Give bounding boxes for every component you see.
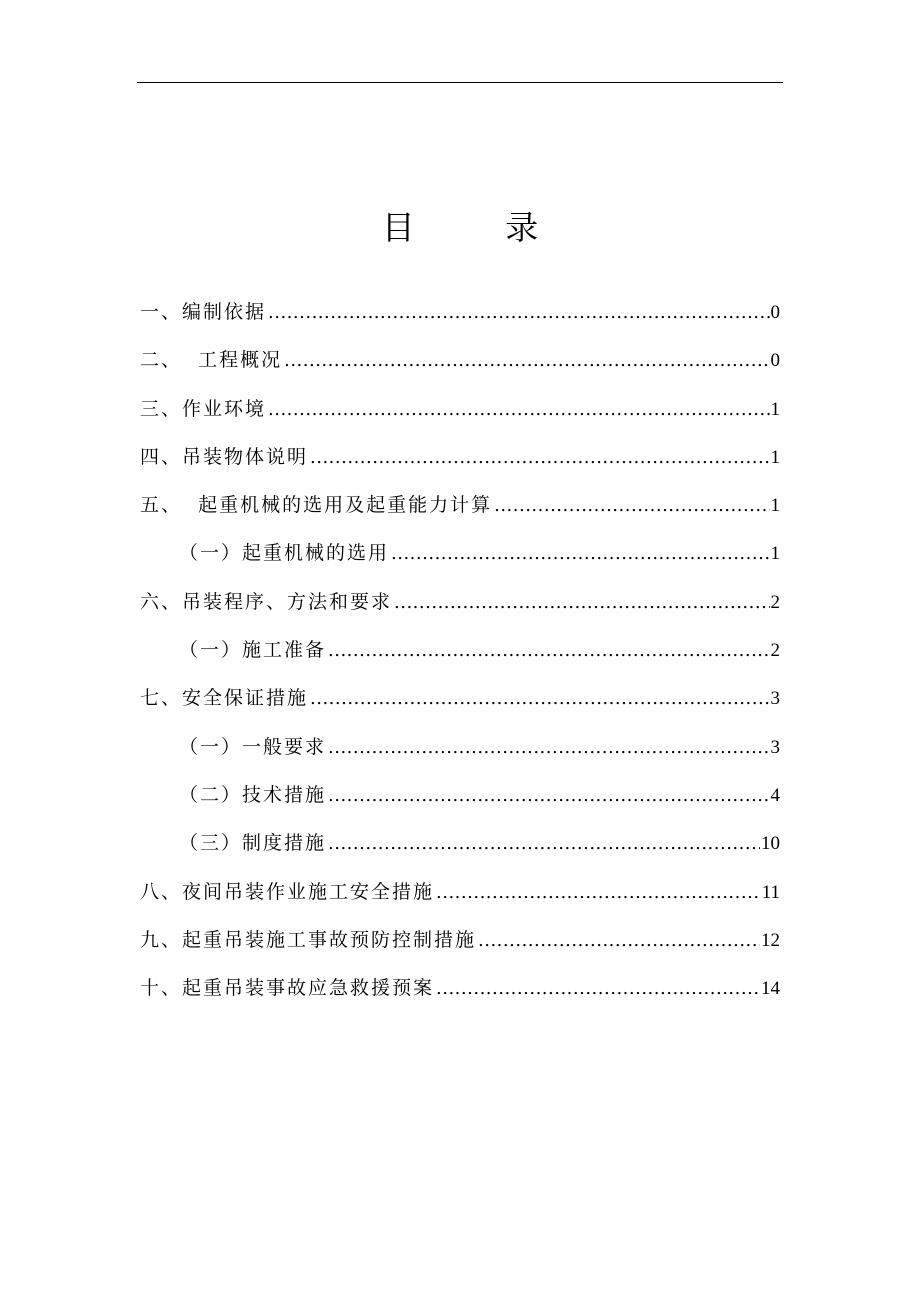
toc-entry-label: 九、起重吊装施工事故预防控制措施 xyxy=(140,928,477,951)
toc-entry-label: 二、 工程概况 xyxy=(140,349,283,372)
toc-dot-leader xyxy=(284,339,769,383)
toc-entry-label: （三）制度措施 xyxy=(179,832,327,855)
toc-dot-leader xyxy=(391,532,769,576)
toc-dot-leader xyxy=(328,774,769,818)
toc-entry-label: 一、编制依据 xyxy=(140,301,267,323)
toc-entry-page: 2 xyxy=(770,591,780,613)
toc-entry[interactable] xyxy=(140,628,780,676)
toc-entry-page: 1 xyxy=(770,495,780,517)
toc-entry-label: （一）起重机械的选用 xyxy=(179,542,390,565)
toc-dot-leader xyxy=(394,581,769,625)
toc-entry-page: 1 xyxy=(770,398,780,420)
toc-entry-page: 12 xyxy=(761,929,780,951)
toc-entry[interactable] xyxy=(140,531,780,579)
toc-entry[interactable] xyxy=(140,676,780,724)
toc-entry-page: 0 xyxy=(770,302,780,323)
toc-entry-label: 四、吊装物体说明 xyxy=(140,445,309,468)
toc-entry-label: 三、作业环境 xyxy=(140,397,267,420)
toc-entry-page: 3 xyxy=(770,688,780,710)
toc-title: 目 录 xyxy=(381,208,579,247)
toc-entry-page: 11 xyxy=(761,881,780,903)
toc-entry-label: 八、夜间吊装作业施工安全措施 xyxy=(140,880,435,903)
toc-dot-leader xyxy=(328,822,760,866)
toc-entry[interactable] xyxy=(140,290,780,338)
toc-dot-leader xyxy=(328,629,769,673)
toc-dot-leader xyxy=(268,291,769,335)
toc-dot-leader xyxy=(310,436,769,480)
toc-entry-page: 0 xyxy=(770,350,780,372)
toc-entry-page: 1 xyxy=(770,446,780,468)
toc-entry[interactable] xyxy=(140,918,780,966)
toc-entry-page: 1 xyxy=(770,543,780,565)
toc-entry[interactable] xyxy=(140,338,780,386)
toc-entry-label: （一）施工准备 xyxy=(179,639,327,662)
toc-dot-leader xyxy=(478,919,760,963)
toc-entry[interactable] xyxy=(140,580,780,628)
toc-entry-label: 七、安全保证措施 xyxy=(140,687,309,710)
toc-entry[interactable] xyxy=(140,773,780,821)
toc-entry[interactable] xyxy=(140,870,780,918)
toc-entry-label: 五、 起重机械的选用及起重能力计算 xyxy=(140,494,493,517)
toc-entry-page: 14 xyxy=(761,978,780,1000)
toc-dot-leader xyxy=(494,484,769,528)
toc-entry[interactable] xyxy=(140,966,780,1014)
toc-entry-page: 2 xyxy=(770,640,780,662)
header-rule xyxy=(137,82,783,83)
toc-entry[interactable] xyxy=(140,483,780,531)
toc-entry[interactable] xyxy=(140,435,780,483)
toc-entry-page: 10 xyxy=(761,833,780,855)
toc-dot-leader xyxy=(436,871,761,915)
toc-entry-label: （二）技术措施 xyxy=(179,783,327,806)
table-of-contents xyxy=(140,290,780,1014)
toc-entry-page: 4 xyxy=(770,784,780,806)
toc-entry[interactable] xyxy=(140,725,780,773)
toc-entry-page: 3 xyxy=(770,736,780,758)
toc-entry[interactable] xyxy=(140,387,780,435)
toc-dot-leader xyxy=(268,388,769,432)
toc-entry-label: 六、吊装程序、方法和要求 xyxy=(140,590,393,613)
toc-dot-leader xyxy=(328,726,769,770)
toc-entry-label: 十、起重吊装事故应急救援预案 xyxy=(140,977,435,1000)
toc-dot-leader xyxy=(310,677,769,721)
toc-entry[interactable] xyxy=(140,821,780,869)
toc-dot-leader xyxy=(436,967,760,1011)
toc-entry-label: （一）一般要求 xyxy=(179,735,327,758)
